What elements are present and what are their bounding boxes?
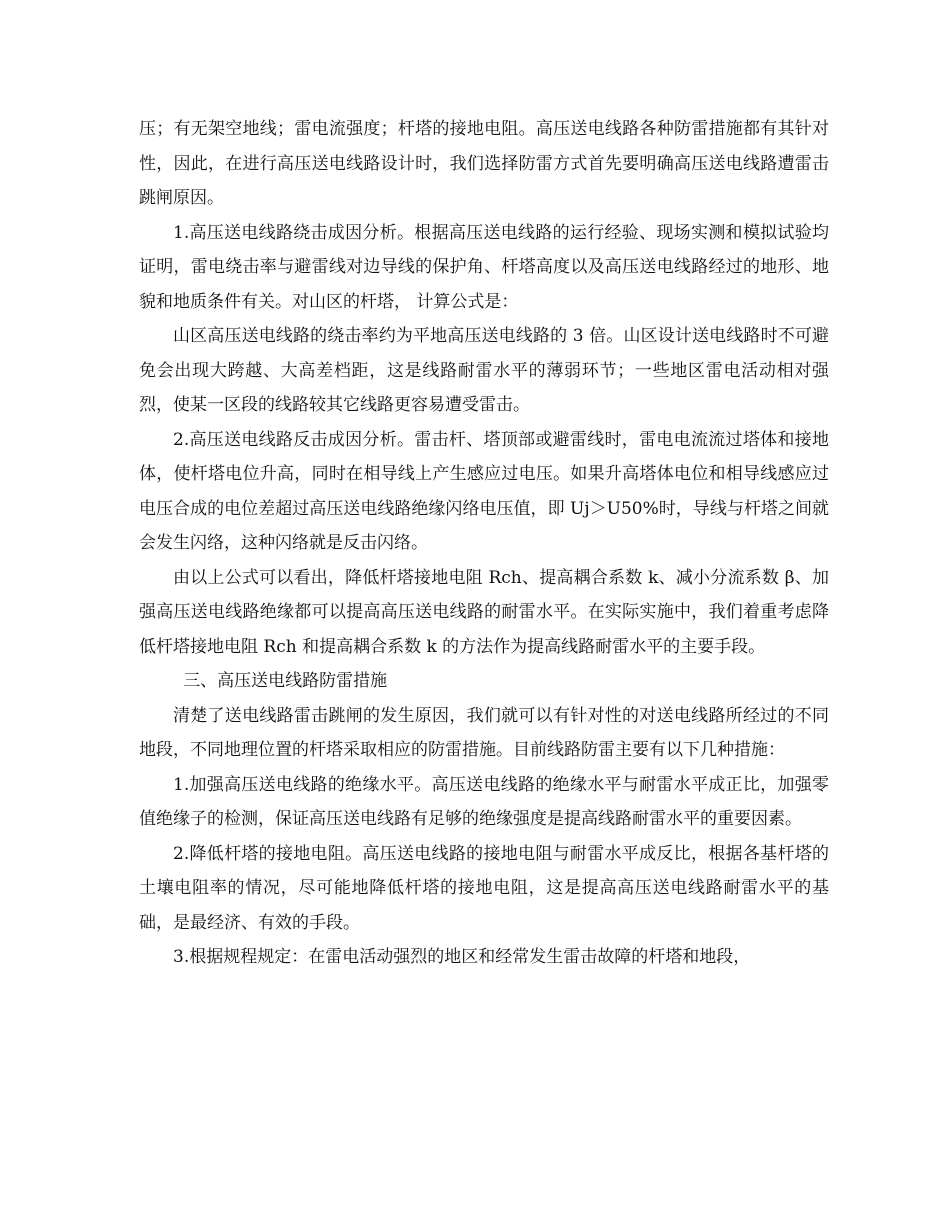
paragraph-measure-2: 2.降低杆塔的接地电阻。高压送电线路的接地电阻与耐雷水平成反比，根据各基杆塔的土壤电阻率的情况，尽可能地降低杆塔的接地电阻，这是提高高压送电线路耐雷水平的基础，是最经济、有效的手段。 [139, 843, 829, 933]
document-body [139, 112, 829, 975]
section-heading: 三、高压送电线路防雷措施 [183, 671, 388, 691]
paragraph-measure-3: 3.根据规程规定：在雷电活动强烈的地区和经常发生雷击故障的杆塔和地段， [173, 947, 751, 967]
paragraph-measures-intro: 清楚了送电线路雷击跳闸的发生原因，我们就可以有针对性的对送电线路所经过的不同地段，不同地理位置的杆塔采取相应的防雷措施。目前线路防雷主要有以下几种措施： [139, 705, 829, 760]
paragraph-measure-1: 1.加强高压送电线路的绝缘水平。高压送电线路的绝缘水平与耐雷水平成正比，加强零值绝缘子的检测，保证高压送电线路有足够的绝缘强度是提高线路耐雷水平的重要因素。 [139, 774, 829, 829]
paragraph-shielding-failure: 1.高压送电线路绕击成因分析。根据高压送电线路的运行经验、现场实测和模拟试验均证明，雷电绕击率与避雷线对边导线的保护角、杆塔高度以及高压送电线路经过的地形、地貌和地质条件有关。对山区的杆塔， 计算公式是： [139, 222, 829, 312]
paragraph-back-flashover: 2.高压送电线路反击成因分析。雷击杆、塔顶部或避雷线时，雷电电流流过塔体和接地体，使杆塔电位升高，同时在相导线上产生感应过电压。如果升高塔体电位和相导线感应过电压合成的电位差超过高压送电线路绝缘闪络电压值，即 Uj＞U50%时，导线与杆塔之间就会发生闪络，这种闪络就是反击闪络。 [139, 429, 829, 553]
paragraph-formula-conclusion: 由以上公式可以看出，降低杆塔接地电阻 Rch、提高耦合系数 k、减小分流系数 β、加强高压送电线路绝缘都可以提高高压送电线路的耐雷水平。在实际实施中，我们着重考虑降低杆塔接地电阻 Rch 和提高耦合系数 k 的方法作为提高线路耐雷水平的主要手段。 [139, 567, 829, 657]
paragraph-mountain-area: 山区高压送电线路的绕击率约为平地高压送电线路的 3 倍。山区设计送电线路时不可避免会出现大跨越、大高差档距，这是线路耐雷水平的薄弱环节；一些地区雷电活动相对强烈，使某一区段的线路较其它线路更容易遭受雷击。 [139, 326, 829, 415]
paragraph-continuation: 压；有无架空地线；雷电流强度；杆塔的接地电阻。高压送电线路各种防雷措施都有其针对性，因此，在进行高压送电线路设计时，我们选择防雷方式首先要明确高压送电线路遭雷击跳闸原因。 [139, 119, 829, 208]
